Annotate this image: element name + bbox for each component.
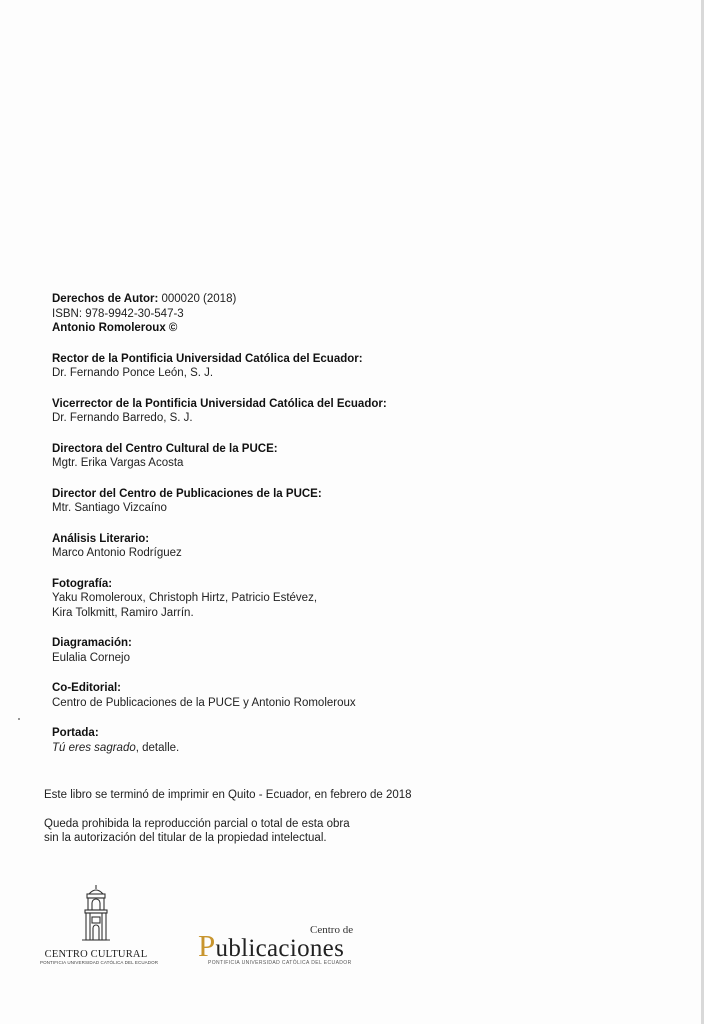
credit-label: Análisis Literario:	[52, 532, 150, 545]
credit-value: Dr. Fernando Ponce León, S. J.	[52, 367, 214, 379]
publicaciones-subtitle: PONTIFICIA UNIVERSIDAD CATÓLICA DEL ECUADOR	[208, 960, 352, 966]
credit-value: Yaku Romoleroux, Christoph Hirtz, Patricio Estévez,	[52, 592, 318, 604]
credits-block	[52, 292, 387, 771]
credit-label: Directora del Centro Cultural de la PUCE:	[52, 442, 278, 455]
credit-value: Mgtr. Erika Vargas Acosta	[52, 457, 184, 469]
author-credit: Antonio Romoleroux ©	[52, 322, 178, 334]
copyright-note-line: Queda prohibida la reproducción parcial o total de esta obra	[44, 817, 350, 830]
credit-entry	[52, 681, 387, 710]
credit-value: Mtr. Santiago Vizcaíno	[52, 502, 167, 514]
credit-value: Marco Antonio Rodríguez	[52, 547, 182, 559]
copyright-note-line: sin la autorización del titular de la propiedad intelectual.	[44, 832, 327, 844]
credit-entry	[52, 487, 387, 516]
credit-entry	[52, 442, 387, 471]
publicaciones-initial: P	[198, 928, 216, 963]
credit-entry	[52, 352, 387, 381]
centro-cultural-logo	[40, 884, 159, 965]
credit-value	[52, 741, 387, 756]
credit-label: Portada:	[52, 727, 99, 739]
artwork-detail: , detalle.	[135, 741, 180, 754]
credit-label: Vicerrector de la Pontificia Universidad Católica del Ecuador:	[52, 397, 387, 410]
isbn: ISBN: 978-9942-30-547-3	[52, 307, 184, 320]
rights-label: Derechos de Autor:	[52, 293, 159, 305]
rights-value: 000020 (2018)	[158, 293, 237, 305]
speck	[18, 718, 20, 720]
building-tower-icon	[76, 884, 116, 942]
credit-value: Centro de Publicaciones de la PUCE y Antonio Romoleroux	[52, 696, 356, 709]
rights-line	[52, 292, 387, 307]
credit-label: Fotografía:	[52, 577, 113, 590]
credit-entry	[52, 577, 387, 621]
credit-label: Diagramación:	[52, 637, 132, 649]
credit-entry	[52, 397, 387, 426]
copyright-header	[52, 292, 387, 336]
centro-cultural-name: CENTRO CULTURAL	[44, 949, 148, 960]
credit-label: Director del Centro de Publicaciones de la PUCE:	[52, 487, 322, 500]
credit-entry	[52, 532, 387, 561]
credit-value: Kira Tolkmitt, Ramiro Jarrín.	[52, 606, 194, 619]
publicaciones-word: ublicaciones	[215, 935, 345, 962]
credit-label: Co-Editorial:	[52, 682, 121, 694]
printing-note: Este libro se terminó de imprimir en Quito - Ecuador, en febrero de 2018	[44, 789, 412, 801]
credit-value: Dr. Fernando Barredo, S. J.	[52, 412, 193, 424]
publicaciones-small-label: Centro de	[310, 924, 354, 936]
footer-notes	[44, 788, 412, 846]
credit-label: Rector de la Pontificia Universidad Católica del Ecuador:	[52, 352, 363, 365]
publicaciones-wordmark	[198, 928, 344, 964]
credit-entry-portada	[52, 726, 387, 755]
credit-entry	[52, 636, 387, 665]
artwork-title: Tú eres sagrado	[52, 741, 136, 754]
centro-cultural-subtitle: PONTIFICIA UNIVERSIDAD CATÓLICA DEL ECUADOR	[40, 960, 159, 965]
credit-value: Eulalia Cornejo	[52, 651, 130, 664]
